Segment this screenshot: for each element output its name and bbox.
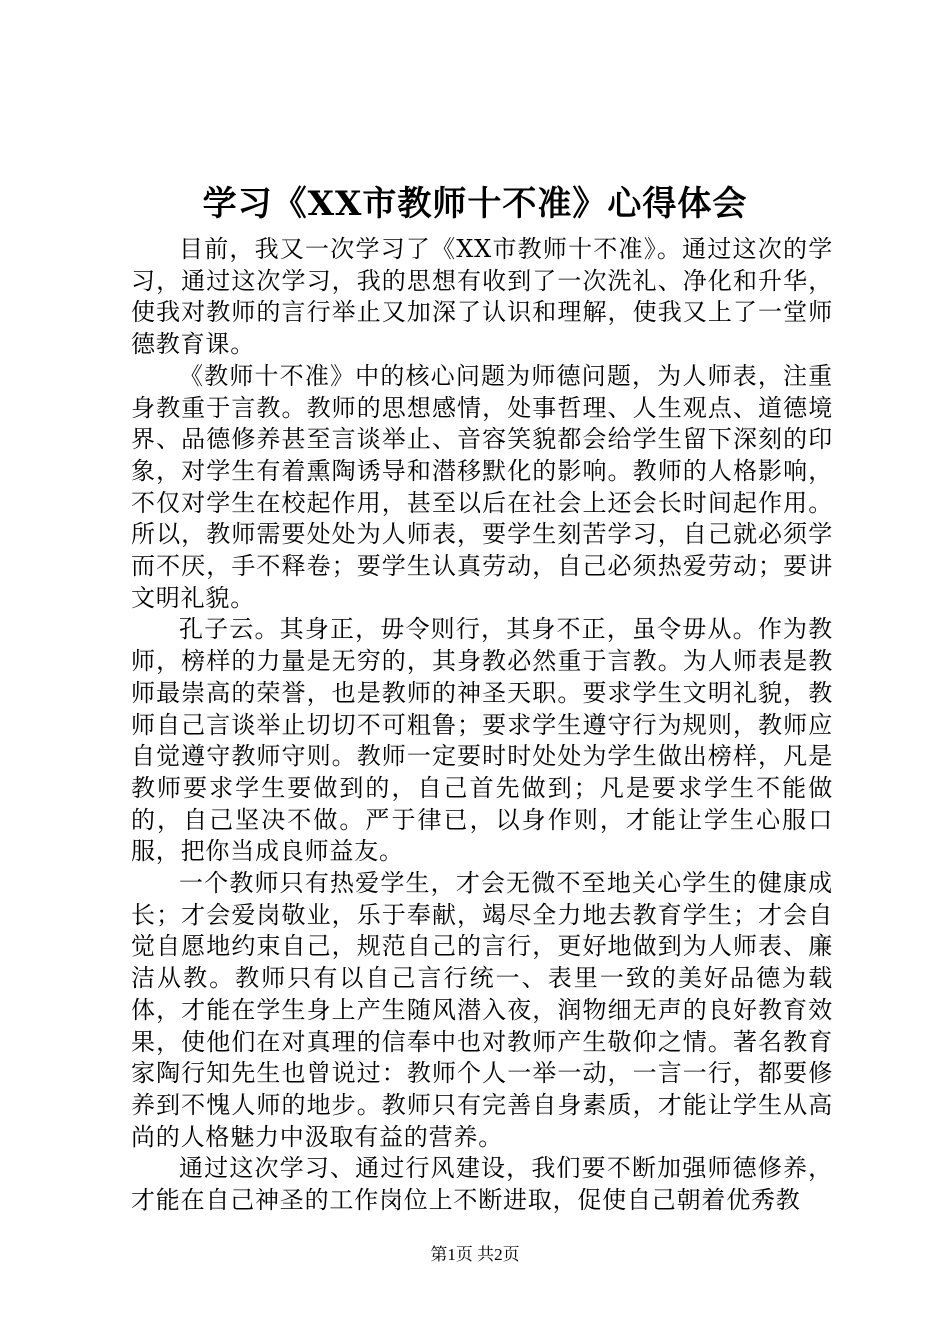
page-number-footer: 第1页 共2页 bbox=[430, 1245, 520, 1264]
paragraph: 《教师十不准》中的核心问题为师德问题，为人师表，注重身教重于言教。教师的思想感情，处事哲理、人生观点、道德境界、品德修养甚至言谈举止、音容笑貌都会给学生留下深刻的印象，对学生有着熏陶诱导和潜移默化的影响。教师的人格影响，不仅对学生在校起作用，甚至以后在社会上还会长时间起作用。所以，教师需要处处为人师表，要学生刻苦学习，自己就必须学而不厌，手不释卷；要学生认真劳动，自己必须热爱劳动；要讲文明礼貌。 bbox=[131, 361, 833, 612]
paragraph: 目前，我又一次学习了《XX市教师十不准》。通过这次的学习，通过这次学习，我的思想有收到了一次洗礼、净化和升华，使我对教师的言行举止又加深了认识和理解，使我又上了一堂师德教育课。 bbox=[131, 235, 833, 359]
document-body bbox=[131, 234, 833, 1217]
paragraph: 一个教师只有热爱学生，才会无微不至地关心学生的健康成长；才会爱岗敬业，乐于奉献，竭尽全力地去教育学生；才会自觉自愿地约束自己，规范自己的言行，更好地做到为人师表、廉洁从教。教师只有以自己言行统一、表里一致的美好品德为载体，才能在学生身上产生随风潜入夜，润物细无声的良好教育效果，使他们在对真理的信奉中也对教师产生敬仰之情。著名教育家陶行知先生也曾说过：教师个人一举一动，一言一行，都要修养到不愧人师的地步。教师只有完善自身素质，才能让学生从高尚的人格魅力中汲取有益的营养。 bbox=[131, 869, 833, 1151]
document-title: 学习《XX市教师十不准》心得体会 bbox=[202, 184, 748, 224]
paragraph: 通过这次学习、通过行风建设，我们要不断加强师德修养，才能在自己神圣的工作岗位上不断进取，促使自己朝着优秀教 bbox=[131, 1154, 833, 1215]
paragraph: 孔子云。其身正，毋令则行，其身不正，虽令毋从。作为教师，榜样的力量是无穷的，其身教必然重于言教。为人师表是教师最崇高的荣誉，也是教师的神圣天职。要求学生文明礼貌，教师自己言谈举止切切不可粗鲁；要求学生遵守行为规则，教师应自觉遵守教师守则。教师一定要时时处处为学生做出榜样，凡是教师要求学生要做到的，自己首先做到；凡是要求学生不能做的，自己坚决不做。严于律已，以身作则，才能让学生心服口服，把你当成良师益友。 bbox=[131, 615, 833, 866]
